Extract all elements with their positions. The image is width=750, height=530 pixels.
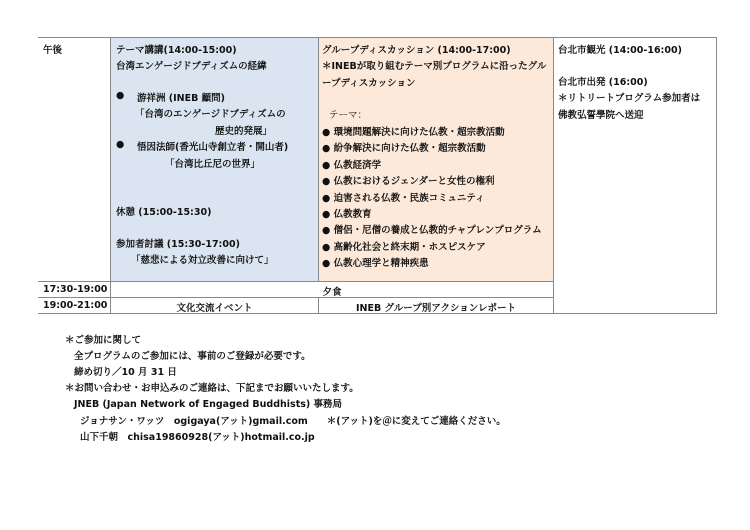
cell-dinner-time: 17:30-19:00 [38, 281, 111, 298]
theme-item: ● 高齢化社会と終末期・ホスピスケア [322, 241, 486, 253]
cell-taipei-tour: 台北市観光 (14:00-16:00) 台北市出発 (16:00) ＊リトリートプログラム参加者は 佛教弘誓學院へ送迎 [553, 37, 717, 314]
theme-item: ● 仏教経済学 [322, 159, 382, 171]
bullet: ● [116, 139, 125, 150]
cell-dinner: 夕食 [110, 281, 554, 298]
theme-item: ● 迫害される仏教・民族コミュニティ [322, 192, 485, 204]
theme-item: ● 僧侶・尼僧の養成と仏教的チャプレンプログラム [322, 225, 542, 237]
bullet: ● [116, 90, 125, 101]
theme-item: ● 環境問題解決に向けた仏教・超宗教活動 [322, 127, 505, 138]
cell-cultural-event: 文化交流イベント [110, 297, 319, 314]
cell-afternoon-label: 午後 [38, 37, 111, 282]
cell-lecture: テーマ講講(14:00-15:00) 台湾エンゲージドブディズムの経緯 ● 游祥洲 (INEB 顧問) 「台湾のエンゲージドブディズムの 歴史的発展」 ● 悟因法師(香光山寺創立者・開山者) 「台湾比丘尼の世界」 休憩 (15:00-15:30) 参加者討議 (15:30-17:00) 「慈悲による対立改善に向けて」 [110, 37, 319, 282]
theme-item: ● 仏教教育 [322, 209, 372, 220]
cell-action-report: INEB グループ別アクションレポート [318, 297, 554, 314]
theme-item: ● 仏教におけるジェンダーと女性の権利 [322, 176, 495, 188]
theme-item: ● 紛争解決に向けた仏教・超宗教活動 [322, 143, 486, 155]
theme-item: ● 仏教心理学と精神疾患 [322, 258, 429, 270]
cell-evening-time: 19:00-21:00 [38, 297, 111, 314]
cell-group-discussion: グループディスカッション (14:00-17:00) ＊INEBが取り組むテーマ別プログラムに沿ったグル ープディスカッション テーマ： ● 環境問題解決に向けた仏教・超宗教活動 ● 紛争解決に向けた仏教・超宗教活動 ● 仏教経済学 ● 仏教におけるジェンダーと女性の権利 ● 迫害される仏教・民族コミュニティ ● 仏教教育 ● 僧侶・尼僧の養成と仏教的チャプレンプログラム ● 高齢化社会と終末期・ホスピスケア ● 仏教心理学と精神疾患 [318, 37, 554, 282]
